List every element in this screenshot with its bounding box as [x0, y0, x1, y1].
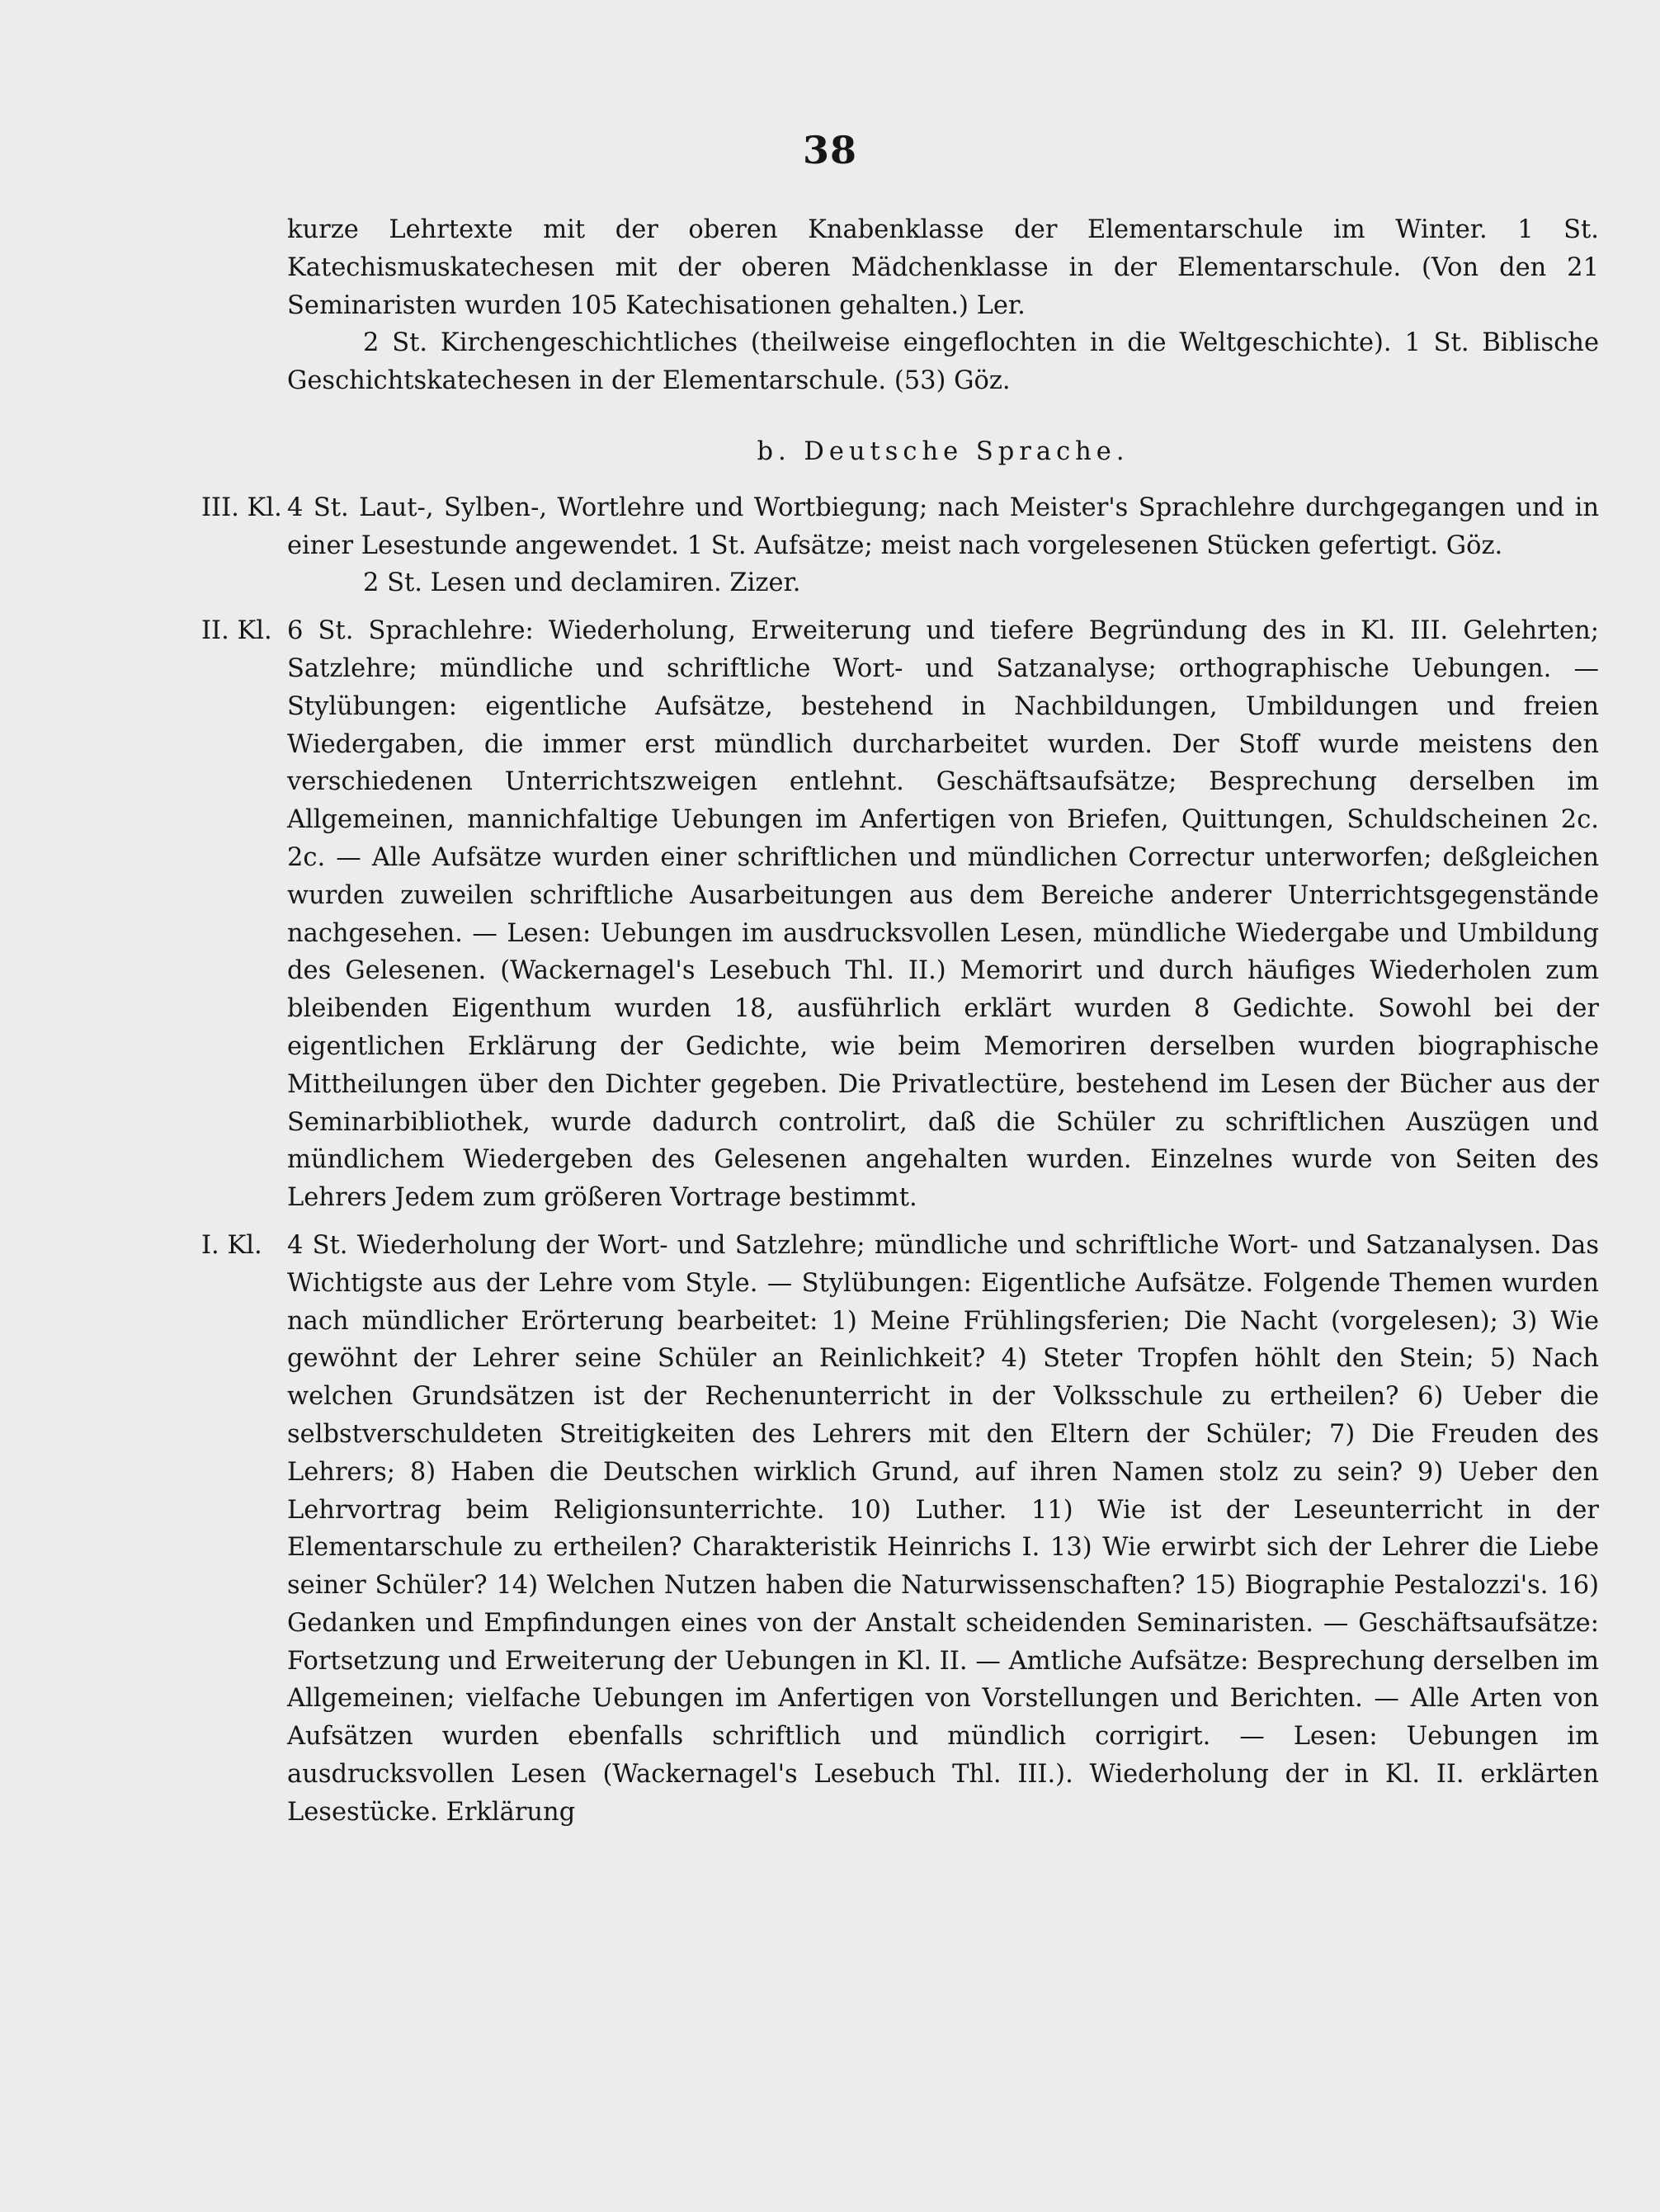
- paragraph-continuation: kurze Lehrtexte mit der oberen Knabenklasse der Elementarschule im Winter. 1 St. Katechismuskatechesen mit der oberen Mädchenklasse in der Elementarschule. (Von den 21 Seminaristen wurden 105 Katechisationen gehalten.) Ler.: [287, 215, 1599, 320]
- paragraph-church-history: 2 St. Kirchengeschichtliches (theilweise eingeflochten in die Weltgeschichte). 1 St. Biblische Geschichtskatechesen in der Elementarschule. (53) Göz.: [287, 328, 1599, 396]
- class-text: 4 St. Laut-, Sylben-, Wortlehre und Wortbiegung; nach Meister's Sprachlehre durchgegangen und in einer Lesestunde angewendet. 1 St. Aufsätze; meist nach vorgelesenen Stücken gefertigt. Göz.: [287, 493, 1599, 560]
- page-body: [201, 211, 1599, 1832]
- class-ii-section: [201, 612, 1599, 1217]
- class-label: III. Kl.: [201, 493, 282, 522]
- class-iii-section: [201, 489, 1599, 602]
- class-text: 6 St. Sprachlehre: Wiederholung, Erweiterung und tiefere Begründung des in Kl. III. Gelehrten; Satzlehre; mündliche und schriftliche Wort- und Satzanalyse; orthographische Uebungen. — Stylübungen: eigentliche Aufsätze, bestehend in Nachbildungen, Umbildungen und freien Wiedergaben, die immer erst mündlich durcharbeitet wurden. Der Stoff wurde meistens den verschiedenen Unterrichtszweigen entlehnt. Geschäftsaufsätze; Besprechung derselben im Allgemeinen, mannichfaltige Uebungen im Anfertigen von Briefen, Quittungen, Schuldscheinen 2c. 2c. — Alle Aufsätze wurden einer schriftlichen und mündlichen Correctur unterworfen; deßgleichen wurden zuweilen schriftliche Ausarbeitungen aus dem Bereiche anderer Unterrichtsgegenstände nachgesehen. — Lesen: Uebungen im ausdrucksvollen Lesen, mündliche Wiedergabe und Umbildung des Gelesenen. (Wackernagel's Lesebuch Thl. II.) Memorirt und durch häufiges Wiederholen zum bleibenden Eigenthum wurden 18, ausführlich erklärt wurden 8 Gedichte. Sowohl bei der eigentlichen Erklärung der Gedichte, wie beim Memoriren derselben wurden biographische Mittheilungen über den Dichter gegeben. Die Privatlectüre, bestehend im Lesen der Bücher aus der Seminarbibliothek, wurde dadurch controlirt, daß die Schüler zu schriftlichen Auszügen und mündlichem Wiedergeben des Gelesenen angehalten wurden. Einzelnes wurde von Seiten des Lehrers Jedem zum größeren Vortrage bestimmt.: [287, 616, 1599, 1213]
- class-text: 4 St. Wiederholung der Wort- und Satzlehre; mündliche und schriftliche Wort- und Satzanalysen. Das Wichtigste aus der Lehre vom Style. — Stylübungen: Eigentliche Aufsätze. Folgende Themen wurden nach mündlicher Erörterung bearbeitet: 1) Meine Frühlingsferien; Die Nacht (vorgelesen); 3) Wie gewöhnt der Lehrer seine Schüler an Reinlichkeit? 4) Steter Tropfen höhlt den Stein; 5) Nach welchen Grundsätzen ist der Rechenunterricht in der Volksschule zu ertheilen? 6) Ueber die selbstverschuldeten Streitigkeiten des Lehrers mit den Eltern der Schüler; 7) Die Freuden des Lehrers; 8) Haben die Deutschen wirklich Grund, auf ihren Namen stolz zu sein? 9) Ueber den Lehrvortrag beim Religionsunterrichte. 10) Luther. 11) Wie ist der Leseunterricht in der Elementarschule zu ertheilen? Charakteristik Heinrichs I. 13) Wie erwirbt sich der Lehrer die Liebe seiner Schüler? 14) Welchen Nutzen haben die Naturwissenschaften? 15) Biographie Pestalozzi's. 16) Gedanken und Empfindungen eines von der Anstalt scheidenden Seminaristen. — Geschäftsaufsätze: Fortsetzung und Erweiterung der Uebungen in Kl. II. — Amtliche Aufsätze: Besprechung derselben im Allgemeinen; vielfache Uebungen im Anfertigen von Vorstellungen und Berichten. — Alle Arten von Aufsätzen wurden ebenfalls schriftlich und mündlich corrigirt. — Lesen: Uebungen im ausdrucksvollen Lesen (Wackernagel's Lesebuch Thl. III.). Wiederholung der in Kl. II. erklärten Lesestücke. Erklärung: [287, 1230, 1599, 1827]
- class-label: II. Kl.: [201, 616, 272, 646]
- class-text-extra: 2 St. Lesen und declamiren. Zizer.: [363, 568, 801, 598]
- class-label: I. Kl.: [201, 1230, 262, 1260]
- section-heading: b. Deutsche Sprache.: [757, 436, 1129, 466]
- class-i-section: [201, 1227, 1599, 1832]
- page-number: 38: [802, 128, 857, 172]
